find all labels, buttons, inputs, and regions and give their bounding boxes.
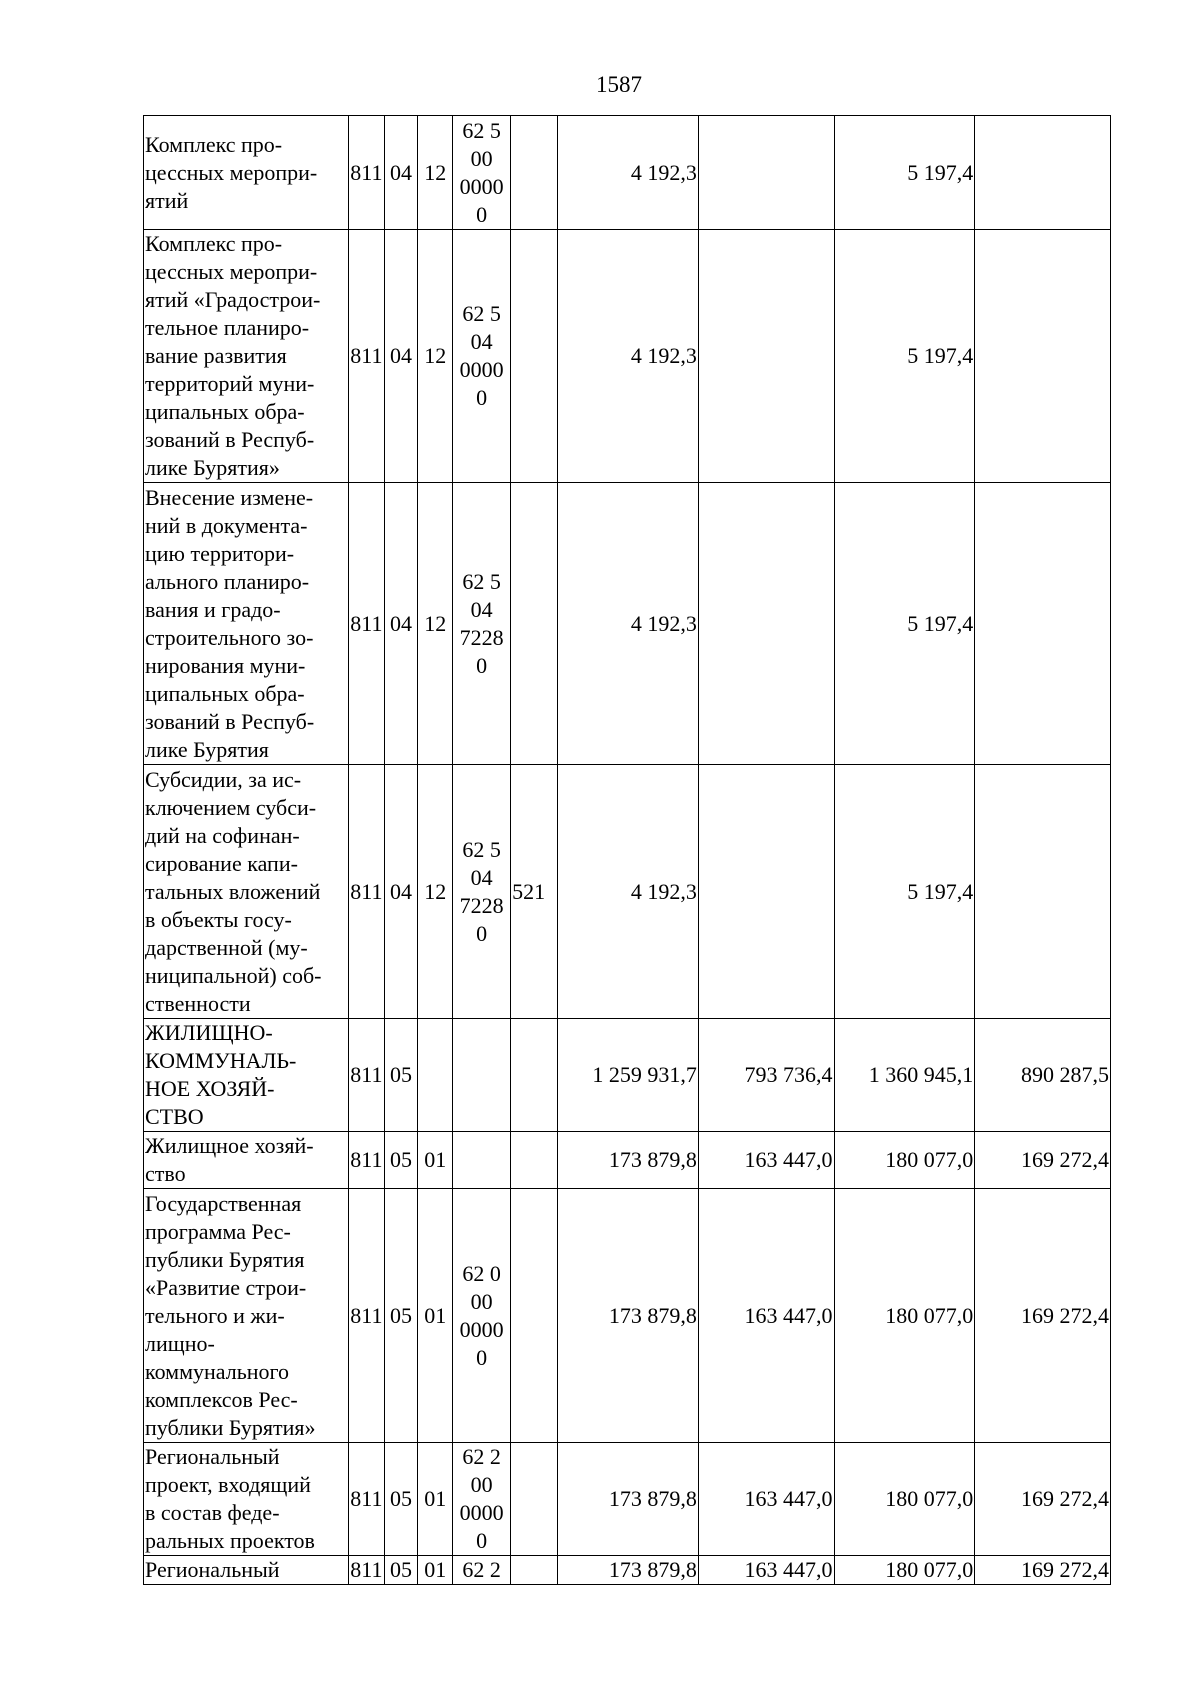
subsection-code-cell: 01 — [418, 1132, 453, 1189]
amount-cell-4 — [975, 230, 1111, 483]
row-name-cell: Жилищное хозяй- ство — [144, 1132, 349, 1189]
amount-cell-4: 169 272,4 — [975, 1132, 1111, 1189]
budget-table — [143, 115, 1111, 1585]
table-row — [144, 765, 1111, 1019]
amount-cell-2: 163 447,0 — [698, 1189, 834, 1443]
amount-cell-2 — [698, 116, 834, 230]
subsection-code-cell — [418, 1019, 453, 1132]
row-name-cell: Комплекс про- цессных меропри- ятий «Градострои- тельное планиро- вание развития территорий муни- ципальных обра- зований в Респуб- лике Бурятия» — [144, 230, 349, 483]
amount-cell-4: 890 287,5 — [975, 1019, 1111, 1132]
grbs-code-cell: 811 — [349, 1132, 385, 1189]
amount-cell-2 — [698, 230, 834, 483]
amount-cell-3: 5 197,4 — [834, 230, 975, 483]
amount-cell-1: 4 192,3 — [558, 765, 699, 1019]
amount-cell-4 — [975, 483, 1111, 765]
subsection-code-cell: 01 — [418, 1443, 453, 1556]
amount-cell-1: 4 192,3 — [558, 483, 699, 765]
subsection-code-cell: 12 — [418, 230, 453, 483]
section-code-cell: 05 — [384, 1019, 418, 1132]
amount-cell-4 — [975, 765, 1111, 1019]
amount-cell-1: 173 879,8 — [558, 1132, 699, 1189]
target-article-code-cell: 62 5 04 7228 0 — [453, 765, 511, 1019]
section-code-cell: 04 — [384, 765, 418, 1019]
amount-cell-1: 4 192,3 — [558, 116, 699, 230]
grbs-code-cell: 811 — [349, 1019, 385, 1132]
grbs-code-cell: 811 — [349, 1189, 385, 1443]
amount-cell-2 — [698, 765, 834, 1019]
section-code-cell: 05 — [384, 1189, 418, 1443]
amount-cell-1: 173 879,8 — [558, 1189, 699, 1443]
target-article-code-cell: 62 2 00 0000 0 — [453, 1443, 511, 1556]
amount-cell-1: 1 259 931,7 — [558, 1019, 699, 1132]
table-row — [144, 483, 1111, 765]
subsection-code-cell: 12 — [418, 116, 453, 230]
amount-cell-3: 180 077,0 — [834, 1443, 975, 1556]
table-row — [144, 1132, 1111, 1189]
section-code-cell: 05 — [384, 1443, 418, 1556]
grbs-code-cell: 811 — [349, 116, 385, 230]
amount-cell-3: 180 077,0 — [834, 1189, 975, 1443]
section-code-cell: 04 — [384, 116, 418, 230]
subsection-code-cell: 01 — [418, 1556, 453, 1585]
amount-cell-2: 163 447,0 — [698, 1443, 834, 1556]
subsection-code-cell: 12 — [418, 765, 453, 1019]
table-row — [144, 1556, 1111, 1585]
amount-cell-1: 173 879,8 — [558, 1556, 699, 1585]
table-row — [144, 1189, 1111, 1443]
row-name-cell: Региональный проект, входящий в состав феде- ральных проектов — [144, 1443, 349, 1556]
table-row — [144, 230, 1111, 483]
expense-type-code-cell — [511, 1443, 558, 1556]
expense-type-code-cell: 521 — [511, 765, 558, 1019]
row-name-cell: ЖИЛИЩНО- КОММУНАЛЬ- НОЕ ХОЗЯЙ- СТВО — [144, 1019, 349, 1132]
expense-type-code-cell — [511, 116, 558, 230]
grbs-code-cell: 811 — [349, 483, 385, 765]
amount-cell-1: 173 879,8 — [558, 1443, 699, 1556]
amount-cell-4: 169 272,4 — [975, 1443, 1111, 1556]
expense-type-code-cell — [511, 1189, 558, 1443]
amount-cell-3: 180 077,0 — [834, 1556, 975, 1585]
table-row — [144, 1019, 1111, 1132]
target-article-code-cell: 62 5 00 0000 0 — [453, 116, 511, 230]
amount-cell-2: 163 447,0 — [698, 1556, 834, 1585]
amount-cell-1: 4 192,3 — [558, 230, 699, 483]
grbs-code-cell: 811 — [349, 1443, 385, 1556]
table-body — [144, 116, 1111, 1585]
amount-cell-3: 5 197,4 — [834, 483, 975, 765]
section-code-cell: 05 — [384, 1556, 418, 1585]
row-name-cell: Комплекс про- цессных меропри- ятий — [144, 116, 349, 230]
grbs-code-cell: 811 — [349, 230, 385, 483]
section-code-cell: 04 — [384, 230, 418, 483]
section-code-cell: 04 — [384, 483, 418, 765]
target-article-code-cell: 62 0 00 0000 0 — [453, 1189, 511, 1443]
amount-cell-2: 793 736,4 — [698, 1019, 834, 1132]
expense-type-code-cell — [511, 483, 558, 765]
page-number: 1587 — [596, 72, 642, 97]
expense-type-code-cell — [511, 230, 558, 483]
amount-cell-3: 180 077,0 — [834, 1132, 975, 1189]
table-row — [144, 116, 1111, 230]
subsection-code-cell: 12 — [418, 483, 453, 765]
expense-type-code-cell — [511, 1556, 558, 1585]
target-article-code-cell — [453, 1132, 511, 1189]
amount-cell-4: 169 272,4 — [975, 1556, 1111, 1585]
row-name-cell: Государственная программа Рес- публики Бурятия «Развитие строи- тельного и жи- лищно- коммунального комплексов Рес- публики Бурятия» — [144, 1189, 349, 1443]
amount-cell-4 — [975, 116, 1111, 230]
expense-type-code-cell — [511, 1019, 558, 1132]
row-name-cell: Внесение измене- ний в документа- цию территори- ального планиро- вания и градо- строительного зо- нирования муни- ципальных обра- зований в Респуб- лике Бурятия — [144, 483, 349, 765]
target-article-code-cell — [453, 1019, 511, 1132]
amount-cell-4: 169 272,4 — [975, 1189, 1111, 1443]
section-code-cell: 05 — [384, 1132, 418, 1189]
target-article-code-cell: 62 5 04 0000 0 — [453, 230, 511, 483]
target-article-code-cell: 62 5 04 7228 0 — [453, 483, 511, 765]
subsection-code-cell: 01 — [418, 1189, 453, 1443]
grbs-code-cell: 811 — [349, 765, 385, 1019]
amount-cell-3: 1 360 945,1 — [834, 1019, 975, 1132]
target-article-code-cell: 62 2 — [453, 1556, 511, 1585]
amount-cell-2: 163 447,0 — [698, 1132, 834, 1189]
row-name-cell: Субсидии, за ис- ключением субси- дий на софинан- сирование капи- тальных вложений в объекты госу- дарственной (му- ниципальной) соб- ственности — [144, 765, 349, 1019]
expense-type-code-cell — [511, 1132, 558, 1189]
row-name-cell: Региональный — [144, 1556, 349, 1585]
amount-cell-2 — [698, 483, 834, 765]
grbs-code-cell: 811 — [349, 1556, 385, 1585]
amount-cell-3: 5 197,4 — [834, 765, 975, 1019]
table-row — [144, 1443, 1111, 1556]
amount-cell-3: 5 197,4 — [834, 116, 975, 230]
